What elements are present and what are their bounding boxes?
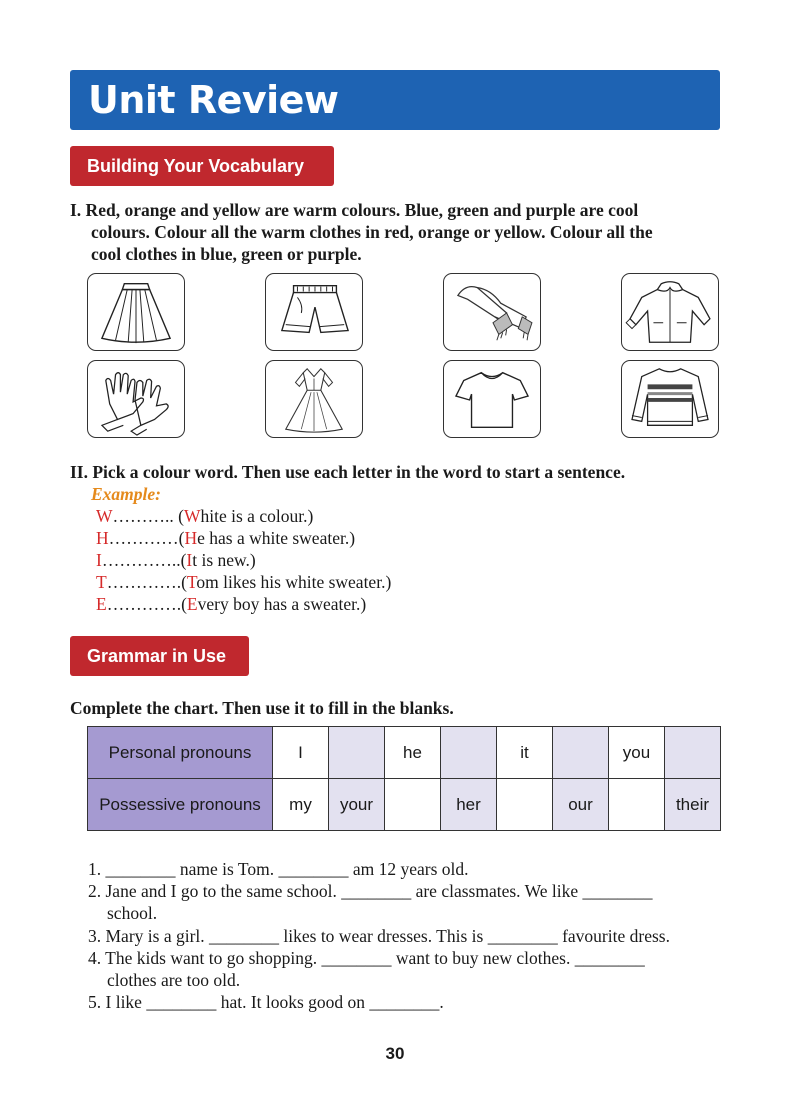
dress-icon [266, 361, 362, 437]
skirt-tile[interactable] [87, 273, 185, 351]
chart-cell: my [273, 779, 329, 831]
exercise-item: 5. I like ________ hat. It looks good on ________. [88, 992, 444, 1013]
example-row-w: W……….. (White is a colour.) [96, 506, 314, 526]
chart-cell[interactable] [497, 779, 553, 831]
example-row-i: I…………..(It is new.) [96, 550, 256, 570]
shorts-icon [266, 274, 362, 350]
chart-cell[interactable] [441, 727, 497, 779]
unit-banner [70, 70, 720, 130]
exercise-item: 2. Jane and I go to the same school. ________ are classmates. We like ________ [88, 881, 653, 902]
chart-row-label: Possessive pronouns [88, 779, 273, 831]
chart-cell: I [273, 727, 329, 779]
exercise-item-continued: school. [107, 903, 158, 924]
example-row-h: H…………(He has a white sweater.) [96, 528, 356, 548]
chart-cell[interactable] [553, 727, 609, 779]
part1-instruction [70, 199, 720, 265]
chart-row-possessive [88, 779, 721, 831]
part1-line1: I. Red, orange and yellow are warm colours. Blue, green and purple are cool [70, 200, 639, 220]
section-tag-grammar: Grammar in Use [70, 636, 249, 676]
gloves-icon [88, 361, 184, 437]
part1-line3: cool clothes in blue, green or purple. [91, 244, 362, 264]
chart-cell: your [329, 779, 385, 831]
jacket-tile[interactable] [621, 273, 719, 351]
exercise-item: 4. The kids want to go shopping. ________ want to buy new clothes. ________ [88, 947, 645, 968]
grammar-instruction: Complete the chart. Then use it to fill in the blanks. [70, 698, 454, 718]
chart-cell: it [497, 727, 553, 779]
chart-cell: our [553, 779, 609, 831]
clothes-grid [87, 273, 720, 439]
sweater-tile[interactable] [621, 360, 719, 438]
t-shirt-tile[interactable] [443, 360, 541, 438]
scarf-icon [444, 274, 540, 350]
chart-row-label: Personal pronouns [88, 727, 273, 779]
shorts-tile[interactable] [265, 273, 363, 351]
exercise-item: 3. Mary is a girl. ________ likes to wear dresses. This is ________ favourite dress. [88, 925, 670, 946]
skirt-icon [88, 274, 184, 350]
example-list [96, 505, 391, 615]
page-number: 30 [385, 1044, 405, 1063]
part2-instruction: II. Pick a colour word. Then use each letter in the word to start a sentence. [70, 462, 626, 482]
gloves-tile[interactable] [87, 360, 185, 438]
chart-row-personal [88, 727, 721, 779]
exercise-item-continued: clothes are too old. [107, 970, 241, 991]
example-row-e: E………….(Every boy has a sweater.) [96, 594, 367, 614]
pronoun-chart [87, 726, 721, 831]
chart-cell[interactable] [665, 727, 721, 779]
chart-cell[interactable] [385, 779, 441, 831]
chart-cell: her [441, 779, 497, 831]
chart-cell[interactable] [329, 727, 385, 779]
scarf-tile[interactable] [443, 273, 541, 351]
exercise-item: 1. ________ name is Tom. ________ am 12 years old. [88, 859, 469, 879]
t-shirt-icon [444, 361, 540, 437]
chart-cell: you [609, 727, 665, 779]
sweater-icon [622, 361, 718, 437]
chart-cell: their [665, 779, 721, 831]
chart-cell[interactable] [609, 779, 665, 831]
chart-cell: he [385, 727, 441, 779]
jacket-icon [622, 274, 718, 350]
example-row-t: T………….(Tom likes his white sweater.) [96, 572, 392, 592]
page-title: Unit Review [88, 78, 339, 122]
fill-in-exercises [88, 858, 670, 1013]
dress-tile[interactable] [265, 360, 363, 438]
part1-line2: colours. Colour all the warm clothes in red, orange or yellow. Colour all the [91, 222, 653, 242]
example-label: Example: [91, 484, 161, 504]
section-tag-vocabulary: Building Your Vocabulary [70, 146, 334, 186]
